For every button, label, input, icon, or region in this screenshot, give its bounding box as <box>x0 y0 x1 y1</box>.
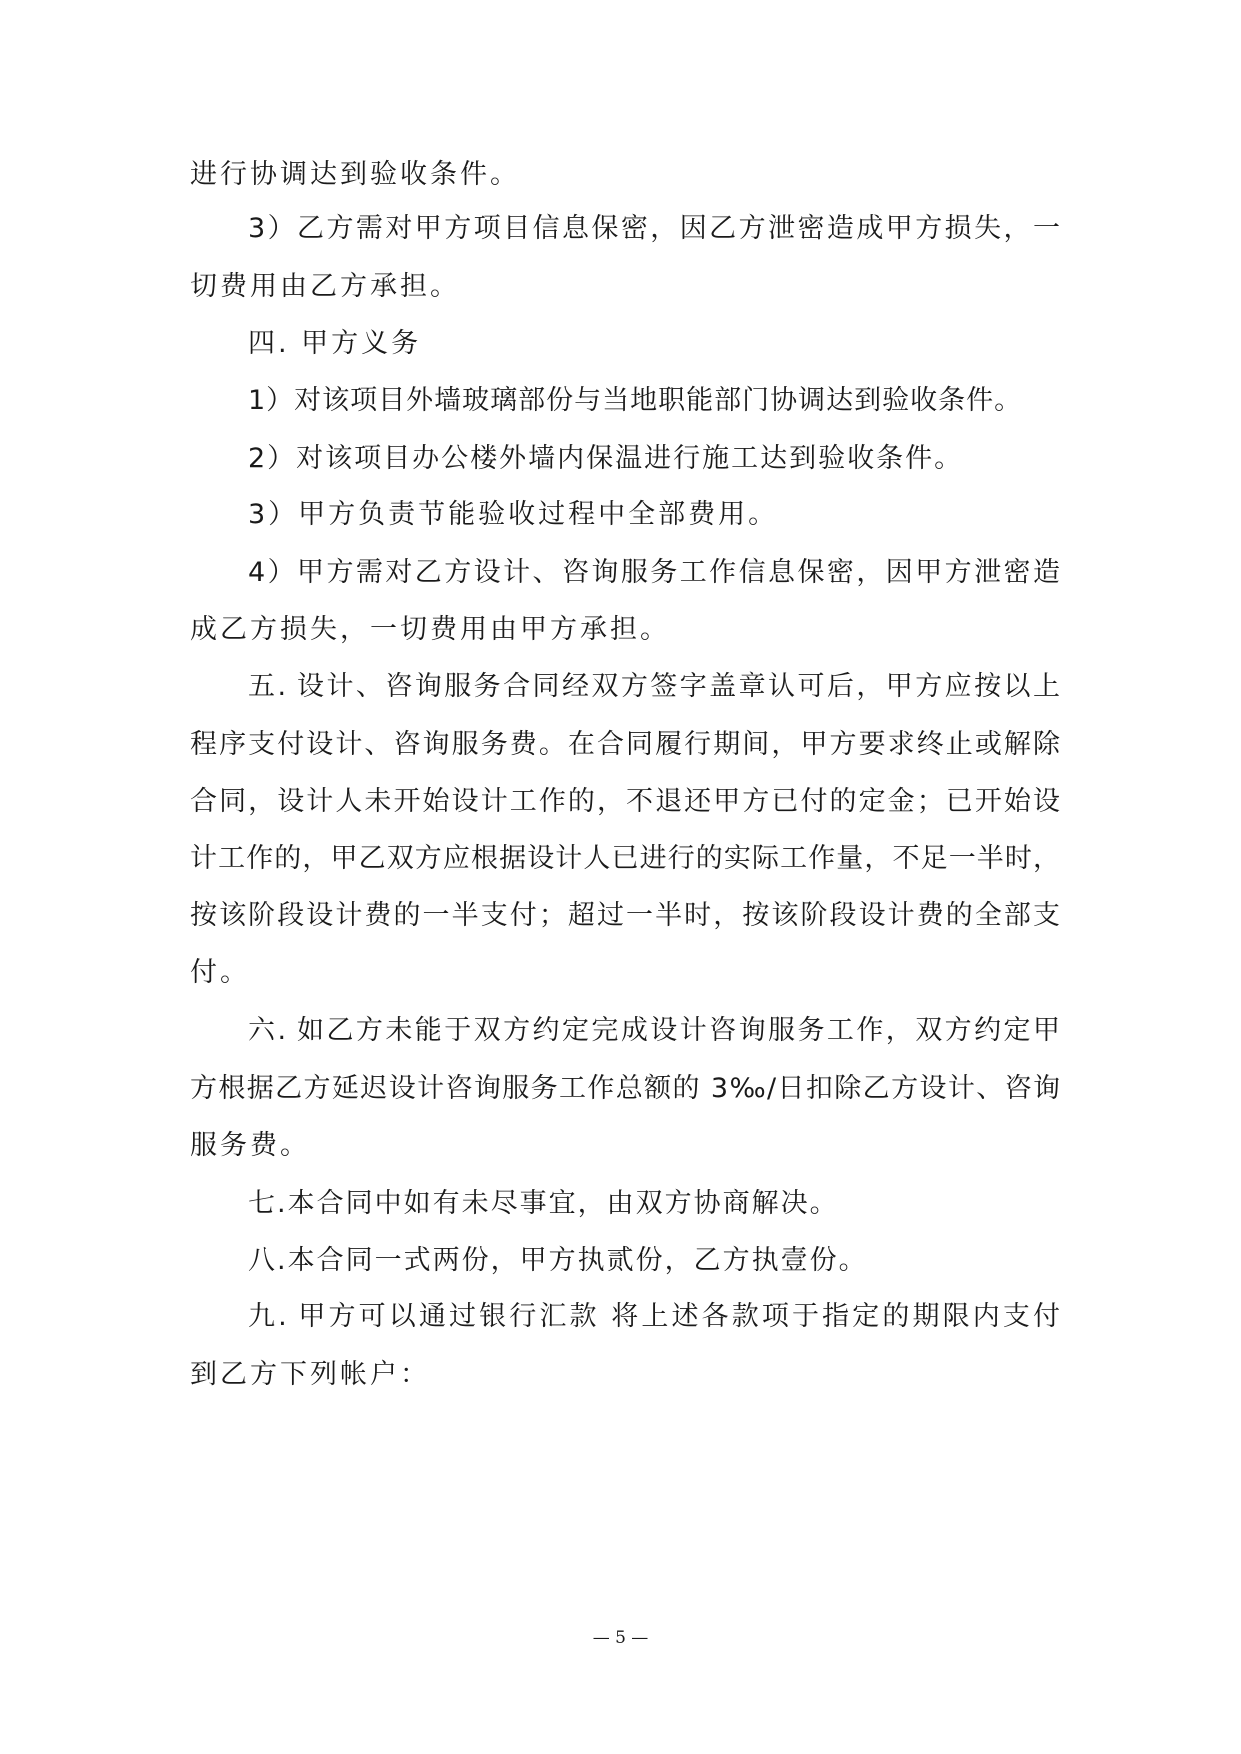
text-line: 切费用由乙方承担。 <box>190 271 460 302</box>
text-line: 按该阶段设计费的一半支付；超过一半时，按该阶段设计费的全部支 <box>190 900 1060 931</box>
text-line: 付。 <box>190 957 250 988</box>
text-line: 八.本合同一式两份，甲方执贰份，乙方执壹份。 <box>248 1245 868 1276</box>
text-line: 成乙方损失，一切费用由甲方承担。 <box>190 614 670 645</box>
text-line: 4）甲方需对乙方设计、咨询服务工作信息保密，因甲方泄密造 <box>248 557 1060 588</box>
page-number: — 5 — <box>592 1628 649 1648</box>
text-line: 3）乙方需对甲方项目信息保密，因乙方泄密造成甲方损失，一 <box>248 213 1060 244</box>
text-line: 方根据乙方延迟设计咨询服务工作总额的 3‰/日扣除乙方设计、咨询 <box>190 1073 1060 1104</box>
text-line: 六. 如乙方未能于双方约定完成设计咨询服务工作，双方约定甲 <box>248 1015 1060 1046</box>
text-line: 五. 设计、咨询服务合同经双方签字盖章认可后，甲方应按以上 <box>248 671 1060 702</box>
text-line: 2）对该项目办公楼外墙内保温进行施工达到验收条件。 <box>248 443 964 474</box>
text-line: 程序支付设计、咨询服务费。在合同履行期间，甲方要求终止或解除 <box>190 729 1060 760</box>
text-line: 1）对该项目外墙玻璃部份与当地职能部门协调达到验收条件。 <box>248 385 1023 416</box>
text-line: 九. 甲方可以通过银行汇款 将上述各款项于指定的期限内支付 <box>248 1301 1060 1332</box>
section-heading: 四. 甲方义务 <box>248 328 422 359</box>
text-line: 进行协调达到验收条件。 <box>190 159 520 190</box>
text-line: 服务费。 <box>190 1130 310 1161</box>
text-line: 3）甲方负责节能验收过程中全部费用。 <box>248 499 779 530</box>
text-line: 到乙方下列帐户： <box>190 1359 430 1390</box>
text-line: 七.本合同中如有未尽事宜，由双方协商解决。 <box>248 1188 839 1219</box>
text-line: 合同，设计人未开始设计工作的，不退还甲方已付的定金；已开始设 <box>190 786 1060 817</box>
text-line: 计工作的，甲乙双方应根据设计人已进行的实际工作量，不足一半时， <box>190 843 1060 874</box>
